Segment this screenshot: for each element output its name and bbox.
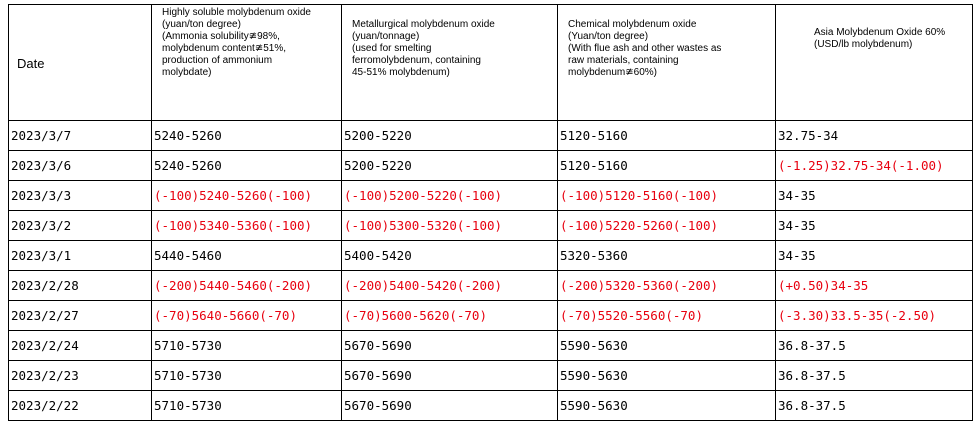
cell-chemical: 5120-5160 (558, 121, 776, 151)
cell-high-soluble: 5440-5460 (152, 241, 342, 271)
header-line: raw materials, containing (568, 55, 679, 66)
cell-high-soluble: (-100)5240-5260(-100) (152, 181, 342, 211)
cell-high-soluble: 5710-5730 (152, 391, 342, 421)
cell-metallurgical: 5670-5690 (342, 361, 558, 391)
cell-asia: (+0.50)34-35 (776, 271, 973, 301)
header-line: (Ammonia solubility≇98%, (162, 31, 280, 42)
header-high-soluble (152, 5, 342, 121)
cell-asia: 36.8-37.5 (776, 361, 973, 391)
table-row (9, 301, 973, 331)
header-line: Metallurgical molybdenum oxide (352, 19, 495, 30)
cell-date: 2023/2/23 (9, 361, 152, 391)
header-line: (yuan/tonnage) (352, 31, 420, 42)
cell-high-soluble: 5710-5730 (152, 361, 342, 391)
cell-date: 2023/3/6 (9, 151, 152, 181)
header-line: 45-51% molybdenum) (352, 67, 450, 78)
molybdenum-price-table (8, 4, 973, 421)
cell-high-soluble: 5710-5730 (152, 331, 342, 361)
cell-date: 2023/2/27 (9, 301, 152, 331)
header-line: molybdenum≇60%) (568, 67, 657, 78)
table-header (9, 5, 973, 121)
cell-date: 2023/3/7 (9, 121, 152, 151)
table-row (9, 361, 973, 391)
table-row (9, 181, 973, 211)
cell-date: 2023/3/2 (9, 211, 152, 241)
header-line: molybdate) (162, 67, 212, 78)
cell-metallurgical: 5200-5220 (342, 121, 558, 151)
cell-chemical: (-100)5120-5160(-100) (558, 181, 776, 211)
header-line: (Yuan/ton degree) (568, 31, 649, 42)
cell-high-soluble: (-200)5440-5460(-200) (152, 271, 342, 301)
cell-chemical: 5590-5630 (558, 391, 776, 421)
cell-date: 2023/3/3 (9, 181, 152, 211)
cell-metallurgical: 5400-5420 (342, 241, 558, 271)
header-line: (yuan/ton degree) (162, 19, 241, 30)
cell-chemical: 5120-5160 (558, 151, 776, 181)
cell-asia: 34-35 (776, 241, 973, 271)
cell-metallurgical: (-100)5300-5320(-100) (342, 211, 558, 241)
cell-high-soluble: (-70)5640-5660(-70) (152, 301, 342, 331)
cell-chemical: (-100)5220-5260(-100) (558, 211, 776, 241)
cell-metallurgical: (-200)5400-5420(-200) (342, 271, 558, 301)
cell-chemical: (-200)5320-5360(-200) (558, 271, 776, 301)
table-row (9, 151, 973, 181)
cell-asia: 34-35 (776, 181, 973, 211)
cell-asia: 36.8-37.5 (776, 391, 973, 421)
cell-date: 2023/2/28 (9, 271, 152, 301)
table-row (9, 271, 973, 301)
header-line: (USD/lb molybdenum) (814, 39, 913, 50)
header-line: (With flue ash and other wastes as (568, 43, 722, 54)
price-table-container (8, 4, 973, 421)
cell-high-soluble: 5240-5260 (152, 121, 342, 151)
cell-chemical: 5590-5630 (558, 331, 776, 361)
header-date: Date (9, 5, 152, 121)
header-row (9, 5, 973, 121)
cell-date: 2023/2/24 (9, 331, 152, 361)
cell-metallurgical: 5200-5220 (342, 151, 558, 181)
cell-asia: (-1.25)32.75-34(-1.00) (776, 151, 973, 181)
table-body (9, 121, 973, 421)
header-line: Highly soluble molybdenum oxide (162, 7, 311, 18)
header-line: Asia Molybdenum Oxide 60% (814, 27, 946, 38)
cell-date: 2023/2/22 (9, 391, 152, 421)
cell-asia: 32.75-34 (776, 121, 973, 151)
cell-chemical: 5590-5630 (558, 361, 776, 391)
header-asia (776, 5, 973, 121)
header-chemical (558, 5, 776, 121)
cell-asia: (-3.30)33.5-35(-2.50) (776, 301, 973, 331)
cell-chemical: (-70)5520-5560(-70) (558, 301, 776, 331)
header-line: Chemical molybdenum oxide (568, 19, 697, 30)
table-row (9, 121, 973, 151)
header-line: ferromolybdenum, containing (352, 55, 481, 66)
header-line: production of ammonium (162, 55, 273, 66)
header-line: molybdenum content≇51%, (162, 43, 287, 54)
header-metallurgical (342, 5, 558, 121)
cell-high-soluble: 5240-5260 (152, 151, 342, 181)
cell-asia: 36.8-37.5 (776, 331, 973, 361)
table-row (9, 331, 973, 361)
cell-date: 2023/3/1 (9, 241, 152, 271)
table-row (9, 211, 973, 241)
cell-chemical: 5320-5360 (558, 241, 776, 271)
table-row (9, 241, 973, 271)
cell-asia: 34-35 (776, 211, 973, 241)
cell-metallurgical: (-100)5200-5220(-100) (342, 181, 558, 211)
cell-high-soluble: (-100)5340-5360(-100) (152, 211, 342, 241)
table-row (9, 391, 973, 421)
cell-metallurgical: 5670-5690 (342, 331, 558, 361)
header-line: (used for smelting (352, 43, 432, 54)
cell-metallurgical: 5670-5690 (342, 391, 558, 421)
cell-metallurgical: (-70)5600-5620(-70) (342, 301, 558, 331)
